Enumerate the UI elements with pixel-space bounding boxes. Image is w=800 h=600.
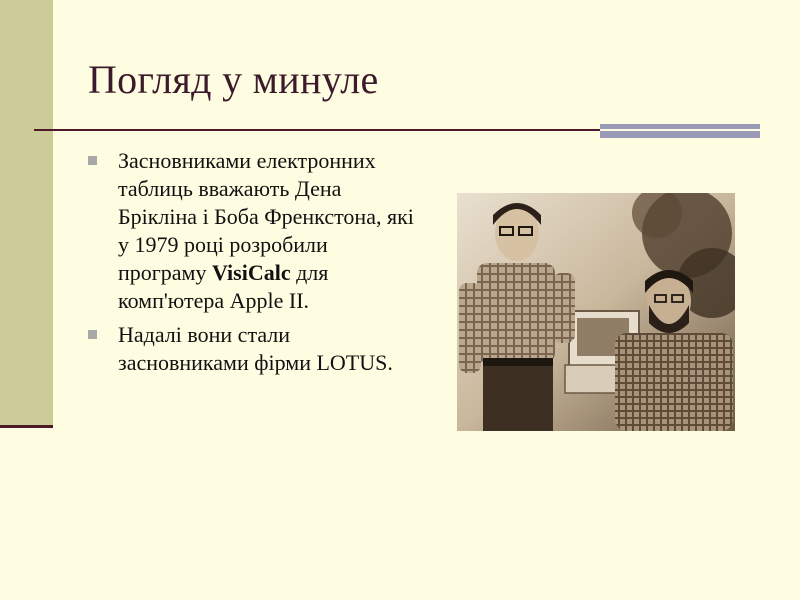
founders-photo bbox=[457, 193, 735, 431]
left-decorative-band bbox=[0, 0, 53, 427]
title-divider-accent-bar bbox=[600, 124, 760, 138]
visicalc-name: VisiCalc bbox=[211, 260, 291, 285]
square-bullet-icon bbox=[88, 330, 97, 339]
square-bullet-icon bbox=[88, 156, 97, 165]
left-band-underline bbox=[0, 425, 53, 428]
bullet-list bbox=[88, 147, 418, 383]
slide-title: Погляд у минуле bbox=[88, 57, 379, 102]
bullet-text-part: Засновниками електронних таблиць вважають Дена Брікліна і Боба Френкстона, які у 1979 році розробили програму bbox=[118, 148, 414, 285]
bullet-item-founders bbox=[88, 147, 418, 315]
bullet-text-part: для комп'ютера Apple II. bbox=[118, 260, 329, 313]
bullet-text: Надалі вони стали засновниками фірми LOTUS. bbox=[118, 322, 393, 375]
bullet-item-lotus bbox=[88, 321, 418, 377]
founders-photo-illustration bbox=[457, 193, 735, 431]
